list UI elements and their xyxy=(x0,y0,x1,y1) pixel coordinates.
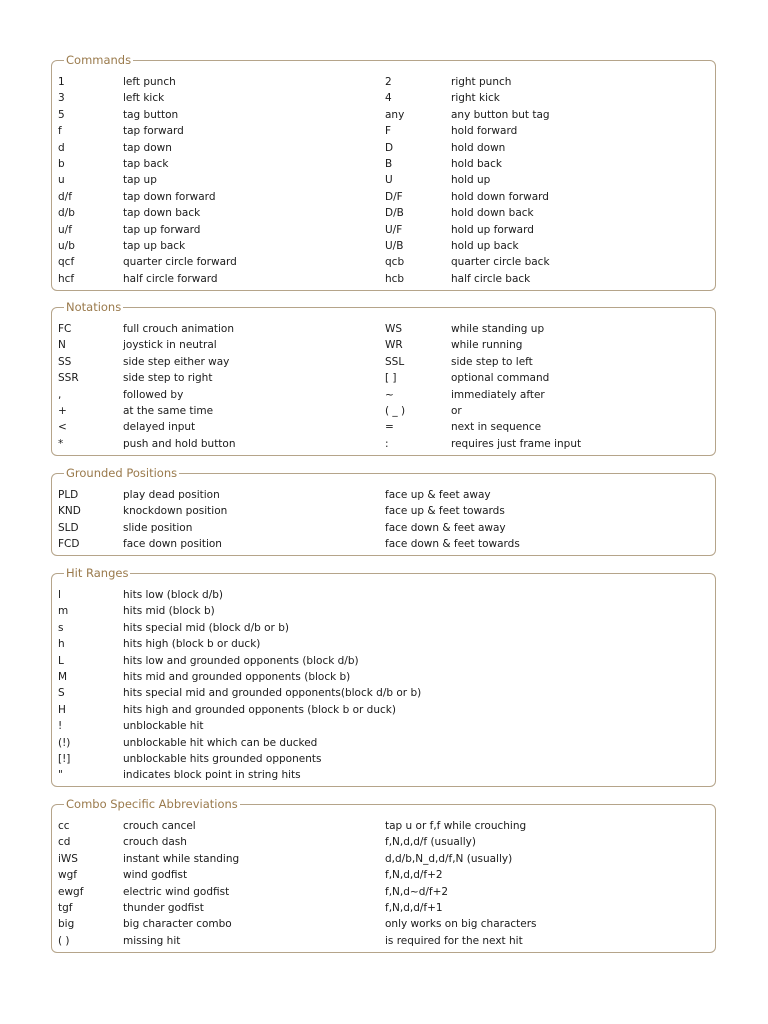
cell-term-1: FCD xyxy=(58,538,80,551)
cell-term-3: f,N,d,d/f+2 xyxy=(385,869,443,882)
table-row xyxy=(52,172,715,188)
section-title: Grounded Positions xyxy=(66,466,178,480)
table-row xyxy=(52,403,715,419)
cell-term-1: SS xyxy=(58,355,72,368)
cell-term-3: hcb xyxy=(385,272,405,285)
table-row xyxy=(52,834,715,850)
cell-term-1: M xyxy=(58,670,68,683)
cell-term-3: face up & feet towards xyxy=(385,505,505,518)
table-row xyxy=(52,354,715,370)
cell-description-4: right punch xyxy=(451,76,512,88)
cell-term-1: SLD xyxy=(58,521,79,534)
commands-rows xyxy=(52,74,715,287)
table-row xyxy=(52,751,715,767)
cell-term-1: hcf xyxy=(58,272,75,285)
cell-term-1: 5 xyxy=(58,108,65,121)
cell-term-1: cc xyxy=(58,820,70,832)
table-row xyxy=(52,370,715,386)
cell-term-1: b xyxy=(58,157,65,170)
cell-description-4: while standing up xyxy=(451,323,545,335)
table-row xyxy=(52,156,715,172)
cell-description-4: hold up forward xyxy=(451,223,534,236)
cell-description-2: crouch cancel xyxy=(123,820,196,832)
table-row xyxy=(52,685,715,701)
cell-description-4: hold up xyxy=(451,174,491,187)
cell-description-4: any button but tag xyxy=(451,108,550,121)
cell-term-1: tgf xyxy=(58,901,73,914)
cell-description-2: instant while standing xyxy=(123,852,240,865)
cell-description-4: hold down back xyxy=(451,207,534,220)
cell-description-2: crouch dash xyxy=(123,836,187,849)
cell-description-4: requires just frame input xyxy=(451,437,582,450)
cell-term-1: u xyxy=(58,174,65,187)
cell-term-1: ewgf xyxy=(58,885,84,898)
table-row xyxy=(52,702,715,718)
cell-term-1: d/f xyxy=(58,190,72,203)
cell-description-2: tap down xyxy=(123,141,172,154)
cell-term-3: tap u or f,f while crouching xyxy=(385,820,527,832)
table-row xyxy=(52,669,715,685)
cell-term-3: 2 xyxy=(385,76,392,88)
cell-description-4: right kick xyxy=(451,92,500,105)
cell-term-3: any xyxy=(385,108,405,121)
cell-term-3: F xyxy=(385,125,392,138)
cell-description-4: next in sequence xyxy=(451,421,542,434)
cell-description-2: left kick xyxy=(123,92,165,105)
cell-term-1: d xyxy=(58,141,65,154)
cell-description-2: unblockable hit which can be ducked xyxy=(123,736,318,749)
cell-term-3: D/F xyxy=(385,190,403,203)
cell-term-3: face down & feet towards xyxy=(385,538,520,551)
hit-ranges-rows xyxy=(52,587,715,784)
cell-description-2: push and hold button xyxy=(123,437,236,450)
cell-term-1: S xyxy=(58,687,65,700)
cell-term-1: N xyxy=(58,339,66,352)
cell-term-3: : xyxy=(385,437,389,450)
cell-term-1: L xyxy=(58,654,64,667)
cell-description-2: hits low (block d/b) xyxy=(123,589,224,601)
grounded-positions-section xyxy=(51,466,716,556)
cell-term-3: D/B xyxy=(385,207,404,220)
table-row xyxy=(52,520,715,536)
table-row xyxy=(52,222,715,238)
cell-description-4: hold back xyxy=(451,157,502,170)
cell-term-3: = xyxy=(385,421,394,434)
cell-term-1: (!) xyxy=(58,736,71,749)
table-row xyxy=(52,140,715,156)
cell-description-4: half circle back xyxy=(451,272,531,285)
cell-description-4: quarter circle back xyxy=(451,256,550,269)
table-row xyxy=(52,419,715,435)
table-row xyxy=(52,718,715,734)
table-row xyxy=(52,271,715,287)
cell-term-1: FC xyxy=(58,323,72,335)
cell-description-2: wind godfist xyxy=(123,869,188,882)
cell-term-1: d/b xyxy=(58,207,75,220)
cell-term-3: ( _ ) xyxy=(385,404,406,417)
cell-term-1: ! xyxy=(58,720,63,733)
cell-description-4: optional command xyxy=(451,372,550,385)
cell-term-1: H xyxy=(58,703,66,716)
cell-description-2: tap up back xyxy=(123,239,186,252)
cell-term-3: is required for the next hit xyxy=(385,934,523,947)
cell-term-1: u/b xyxy=(58,239,75,252)
cell-term-3: f,N,d~d/f+2 xyxy=(385,885,449,898)
cell-description-2: at the same time xyxy=(123,404,214,417)
cell-description-2: unblockable hits grounded opponents xyxy=(123,752,322,765)
cell-description-2: hits low and grounded opponents (block d/b) xyxy=(123,654,359,667)
table-row xyxy=(52,387,715,403)
cell-description-2: followed by xyxy=(123,388,184,401)
cell-term-1: l xyxy=(58,589,61,601)
table-row xyxy=(52,933,715,949)
cell-description-2: slide position xyxy=(123,521,193,534)
cell-term-1: * xyxy=(58,437,64,450)
cell-term-3: f,N,d,d/f+1 xyxy=(385,901,443,914)
cell-term-3: face up & feet away xyxy=(385,489,491,501)
table-row xyxy=(52,123,715,139)
grounded-rows xyxy=(52,487,715,553)
notations-rows xyxy=(52,321,715,452)
cell-description-4: hold down xyxy=(451,141,506,154)
table-row xyxy=(52,900,715,916)
cell-description-2: hits high (block b or duck) xyxy=(123,638,261,651)
cell-description-2: tap back xyxy=(123,157,169,170)
table-row xyxy=(52,487,715,503)
cell-term-3: D xyxy=(385,141,394,154)
table-row xyxy=(52,189,715,205)
cell-description-2: electric wind godfist xyxy=(123,885,230,898)
cell-description-2: hits special mid (block d/b or b) xyxy=(123,621,289,634)
table-row xyxy=(52,238,715,254)
section-title: Combo Specific Abbreviations xyxy=(66,797,238,811)
section-title: Hit Ranges xyxy=(66,566,129,580)
table-row xyxy=(52,916,715,932)
cell-description-2: indicates block point in string hits xyxy=(123,769,301,782)
cell-description-4: hold forward xyxy=(451,125,518,138)
cell-description-4: immediately after xyxy=(451,388,545,401)
cell-description-2: tap up xyxy=(123,174,157,187)
cell-description-2: big character combo xyxy=(123,918,232,931)
cell-description-2: tap down back xyxy=(123,207,201,220)
cell-term-3: [ ] xyxy=(385,372,397,385)
cell-term-1: cd xyxy=(58,836,71,849)
cell-term-3: face down & feet away xyxy=(385,521,506,534)
table-row xyxy=(52,587,715,603)
cell-description-2: tap up forward xyxy=(123,223,201,236)
cell-description-4: or xyxy=(451,404,462,417)
cell-description-2: tap forward xyxy=(123,125,184,138)
cell-description-2: thunder godfist xyxy=(123,901,204,914)
cell-description-4: side step to left xyxy=(451,355,533,368)
cell-term-1: + xyxy=(58,404,67,417)
cell-description-2: quarter circle forward xyxy=(123,256,237,269)
cell-description-2: unblockable hit xyxy=(123,720,204,733)
cell-description-2: face down position xyxy=(123,538,222,551)
cell-term-3: f,N,d,d/f (usually) xyxy=(385,836,476,849)
cell-term-3: only works on big characters xyxy=(385,918,537,931)
table-row xyxy=(52,603,715,619)
cell-term-1: iWS xyxy=(58,852,78,865)
cell-description-2: hits mid (block b) xyxy=(123,605,215,618)
commands-section xyxy=(51,53,716,291)
cell-term-1: 3 xyxy=(58,92,65,105)
cell-description-2: tap down forward xyxy=(123,190,216,203)
cell-term-1: u/f xyxy=(58,223,72,236)
cell-description-2: left punch xyxy=(123,76,176,88)
table-row xyxy=(52,254,715,270)
table-row xyxy=(52,503,715,519)
cell-description-2: tag button xyxy=(123,108,179,121)
cell-description-2: half circle forward xyxy=(123,272,218,285)
cell-term-1: ( ) xyxy=(58,934,70,947)
cell-description-2: hits high and grounded opponents (block b or duck) xyxy=(123,703,396,716)
cell-description-2: side step either way xyxy=(123,355,230,368)
cell-term-3: WR xyxy=(385,339,403,352)
table-row xyxy=(52,90,715,106)
cell-term-3: U/B xyxy=(385,239,404,252)
table-row xyxy=(52,620,715,636)
cell-term-3: qcb xyxy=(385,256,405,269)
cell-term-1: 1 xyxy=(58,76,65,88)
cell-term-1: s xyxy=(58,621,64,634)
table-row xyxy=(52,851,715,867)
table-row xyxy=(52,735,715,751)
cell-term-1: KND xyxy=(58,505,81,518)
cell-description-2: delayed input xyxy=(123,421,196,434)
cell-description-2: side step to right xyxy=(123,372,213,385)
table-row xyxy=(52,205,715,221)
hit-ranges-section xyxy=(51,566,716,787)
cell-term-1: " xyxy=(58,769,63,782)
table-row xyxy=(52,74,715,90)
section-title: Notations xyxy=(66,300,122,314)
notations-section xyxy=(51,300,716,456)
table-row xyxy=(52,818,715,834)
cell-term-3: U/F xyxy=(385,223,403,236)
combo-rows xyxy=(52,818,715,949)
cell-description-2: full crouch animation xyxy=(123,323,235,335)
cell-description-4: while running xyxy=(451,339,523,352)
table-row xyxy=(52,337,715,353)
cell-term-1: wgf xyxy=(58,869,77,882)
cell-term-3: ~ xyxy=(385,388,394,401)
table-row xyxy=(52,653,715,669)
cell-description-2: hits special mid and grounded opponents(block d/b or b) xyxy=(123,687,422,700)
cell-description-2: hits mid and grounded opponents (block b) xyxy=(123,670,351,683)
cell-term-1: [!] xyxy=(58,752,71,765)
table-row xyxy=(52,884,715,900)
cell-description-4: hold down forward xyxy=(451,190,549,203)
table-row xyxy=(52,536,715,552)
cell-term-3: WS xyxy=(385,323,403,335)
cell-term-1: PLD xyxy=(58,489,79,501)
cell-term-3: SSL xyxy=(385,355,405,368)
cell-term-1: f xyxy=(58,125,62,138)
section-title: Commands xyxy=(66,53,132,67)
table-row xyxy=(52,767,715,783)
table-row xyxy=(52,436,715,452)
cell-term-3: U xyxy=(385,174,393,187)
cell-term-1: , xyxy=(58,388,62,401)
table-row xyxy=(52,867,715,883)
cell-description-2: knockdown position xyxy=(123,505,228,518)
cell-term-1: h xyxy=(58,638,65,651)
cell-term-1: SSR xyxy=(58,372,79,385)
cell-term-1: < xyxy=(58,421,67,434)
table-row xyxy=(52,321,715,337)
combo-abbreviations-section xyxy=(51,797,716,953)
cell-term-3: 4 xyxy=(385,92,392,105)
table-row xyxy=(52,636,715,652)
cell-description-2: missing hit xyxy=(123,934,181,947)
table-row xyxy=(52,107,715,123)
cell-description-4: hold up back xyxy=(451,239,519,252)
cell-description-2: joystick in neutral xyxy=(123,339,217,352)
cell-term-3: d,d/b,N_d,d/f,N (usually) xyxy=(385,852,513,865)
cell-term-1: big xyxy=(58,918,75,931)
cell-description-2: play dead position xyxy=(123,489,220,501)
cell-term-1: m xyxy=(58,605,69,618)
cell-term-3: B xyxy=(385,157,393,170)
cell-term-1: qcf xyxy=(58,256,75,269)
